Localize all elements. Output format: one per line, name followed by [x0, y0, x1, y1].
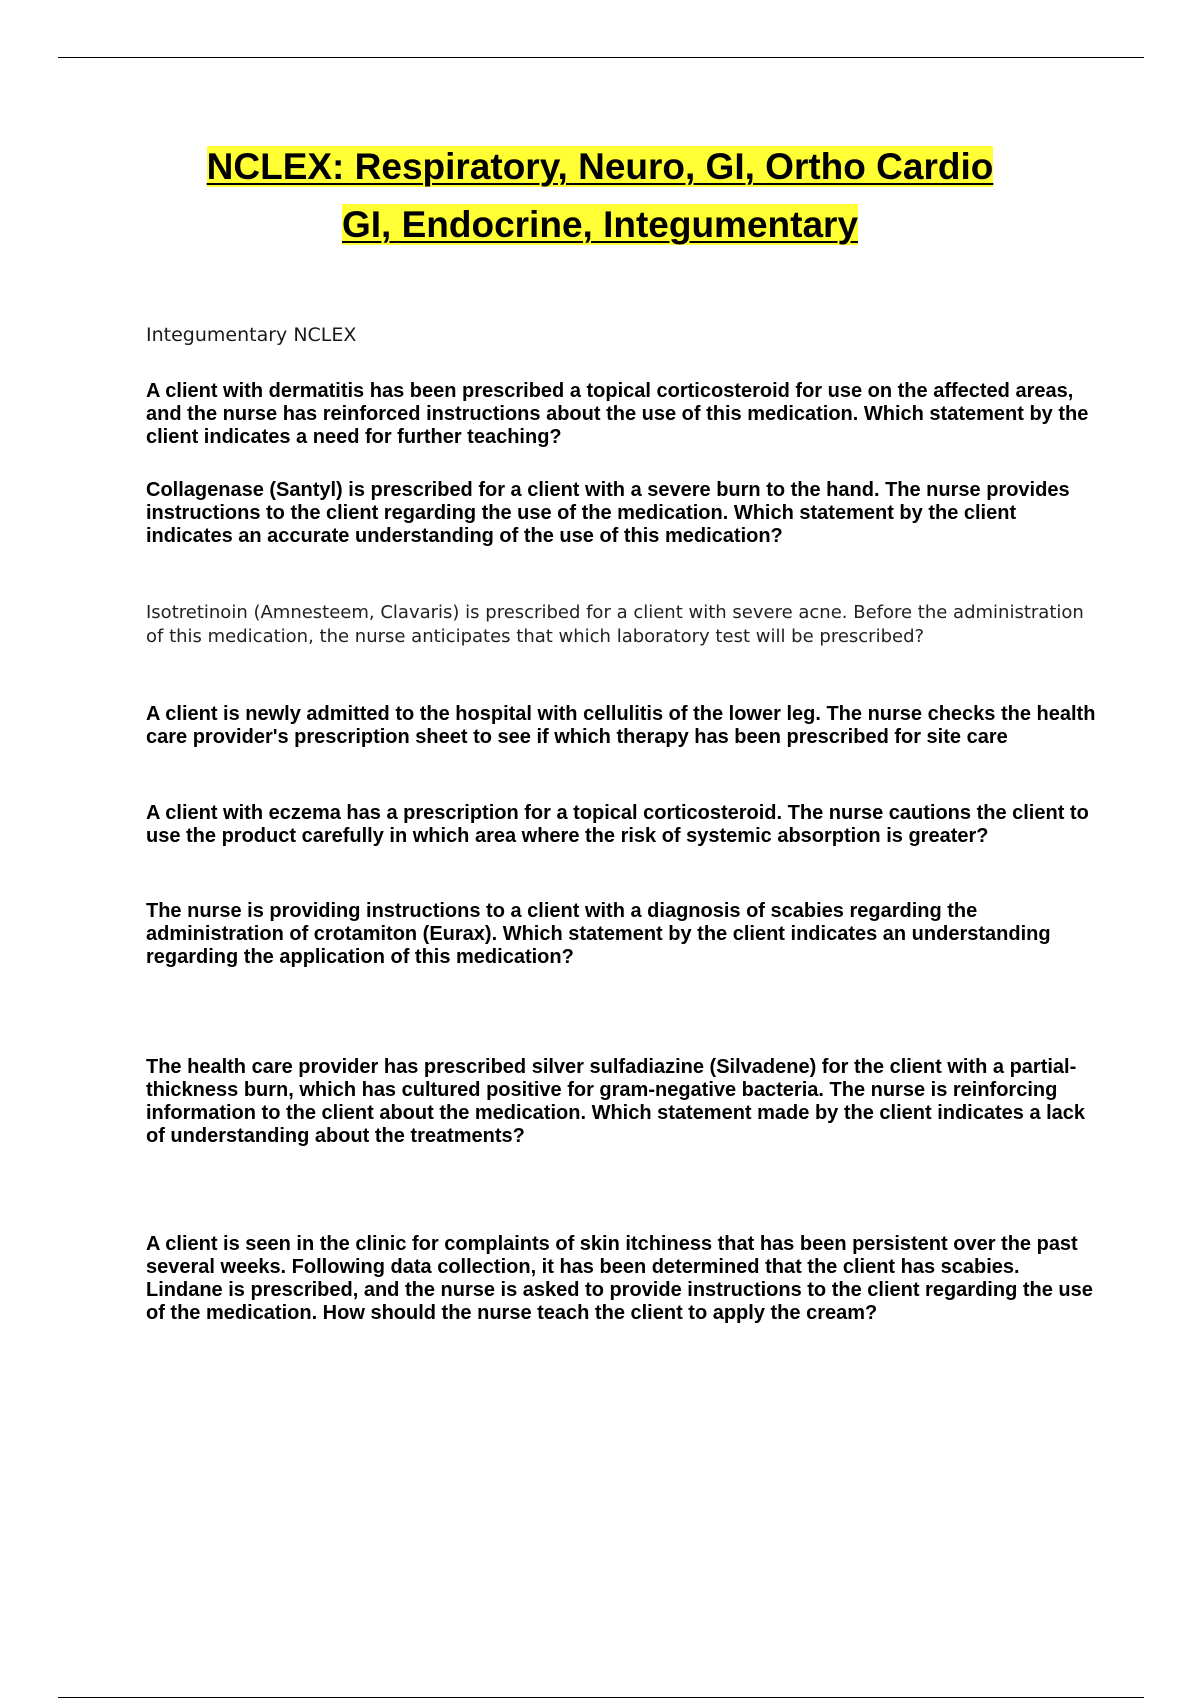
- question-2: Collagenase (Santyl) is prescribed for a client with a severe burn to the hand. The nurse provides instructions to the client regarding the use of the medication. Which statement by the client indicates an accurate understanding of the use of this medication?: [146, 479, 1070, 547]
- question-1: A client with dermatitis has been prescribed a topical corticosteroid for use on the affected areas, and the nurse has reinforced instructions about the use of this medication. Which statement by the client indicates a need for further teaching?: [146, 380, 1089, 448]
- header-rule: [58, 57, 1144, 58]
- question-5: A client with eczema has a prescription for a topical corticosteroid. The nurse cautions the client to use the product carefully in which area where the risk of systemic absorption is greater?: [146, 802, 1089, 847]
- title-line-2: GI, Endocrine, Integumentary: [341, 204, 859, 245]
- question-3: Isotretinoin (Amnesteem, Clavaris) is prescribed for a client with severe acne. Before the administration of this medication, the nurse anticipates that which laboratory test will be prescribed?: [146, 602, 1084, 647]
- document-title: [60, 138, 1140, 254]
- question-7: The health care provider has prescribed silver sulfadiazine (Silvadene) for the client with a partial-thickness burn, which has cultured positive for gram-negative bacteria. The nurse is reinforcing information to the client about the medication. Which statement made by the client indicates a lack of understanding about the treatments?: [146, 1056, 1086, 1147]
- section-label: Integumentary NCLEX: [146, 324, 357, 346]
- question-4: A client is newly admitted to the hospital with cellulitis of the lower leg. The nurse checks the health care provider's prescription sheet to see if which therapy has been prescribed for site care: [146, 703, 1096, 748]
- footer-rule: [58, 1697, 1144, 1698]
- question-8: A client is seen in the clinic for complaints of skin itchiness that has been persistent over the past several weeks. Following data collection, it has been determined that the client has scabies. Lindane is prescribed, and the nurse is asked to provide instructions to the client regarding the use of the medication. How should the nurse teach the client to apply the cream?: [146, 1233, 1093, 1324]
- question-6: The nurse is providing instructions to a client with a diagnosis of scabies regarding the administration of crotamiton (Eurax). Which statement by the client indicates an understanding regarding the application of this medication?: [146, 900, 1051, 968]
- title-line-1: NCLEX: Respiratory, Neuro, GI, Ortho Cardio: [206, 146, 994, 187]
